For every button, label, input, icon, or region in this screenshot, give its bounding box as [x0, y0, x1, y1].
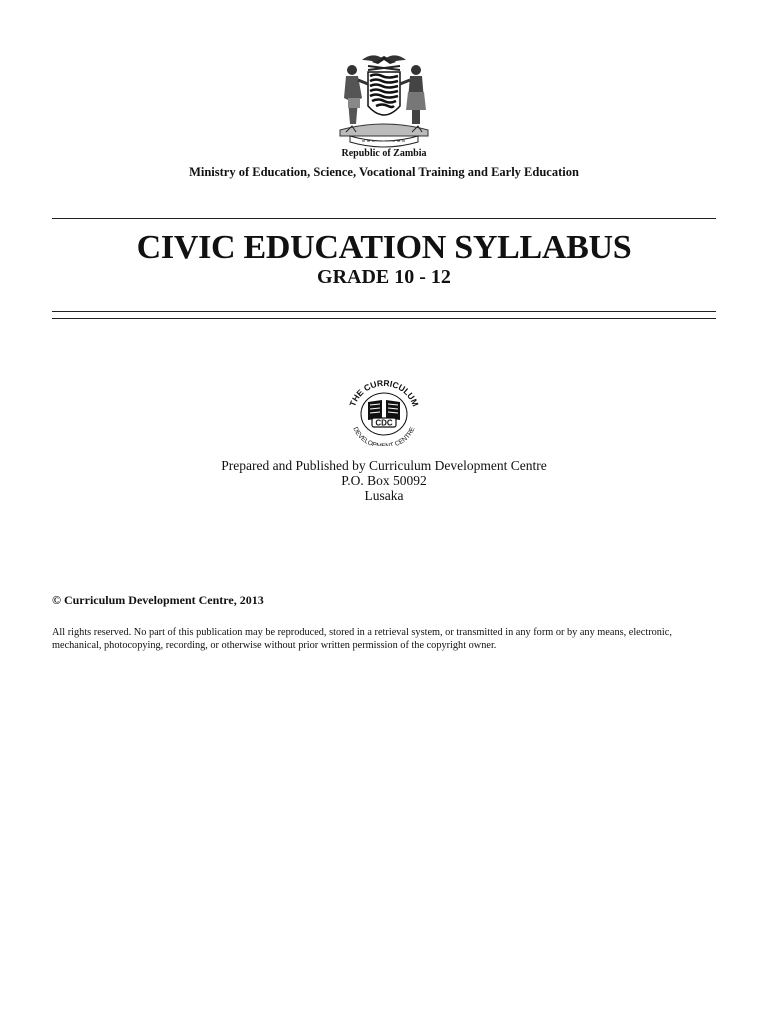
document-title: CIVIC EDUCATION SYLLABUS — [136, 229, 632, 266]
divider-bottom-1 — [52, 311, 716, 312]
publisher-city: Lusaka — [364, 488, 404, 503]
divider-bottom-2 — [52, 318, 716, 319]
divider-top — [52, 218, 716, 219]
zambia-coat-of-arms-icon — [332, 48, 436, 148]
ministry-name: Ministry of Education, Science, Vocational Training and Early Education — [189, 165, 579, 179]
rights-line-2: mechanical, photocopying, recording, or otherwise without prior written permission of the copyright owner. — [52, 639, 497, 651]
document-subtitle: GRADE 10 - 12 — [317, 266, 451, 288]
publisher-address: P.O. Box 50092 — [341, 473, 427, 488]
rights-line-1: All rights reserved. No part of this publication may be reproduced, stored in a retrieval system, or transmitted in any form or by any means, electronic, — [52, 627, 672, 638]
cdc-abbreviation: CDC — [375, 418, 393, 428]
copyright-notice: © Curriculum Development Centre, 2013 — [52, 593, 264, 607]
rights-statement — [52, 627, 722, 652]
publisher-block — [0, 458, 768, 503]
cdc-seal-icon — [342, 380, 426, 446]
cdc-ring-bottom: DEVELOP T CENTRE — [351, 426, 417, 446]
cdc-ring-top: THE CURRICULUM — [347, 380, 421, 408]
publisher-line: Prepared and Published by Curriculum Development Centre — [221, 458, 547, 473]
country-name: Republic of Zambia — [341, 148, 427, 159]
